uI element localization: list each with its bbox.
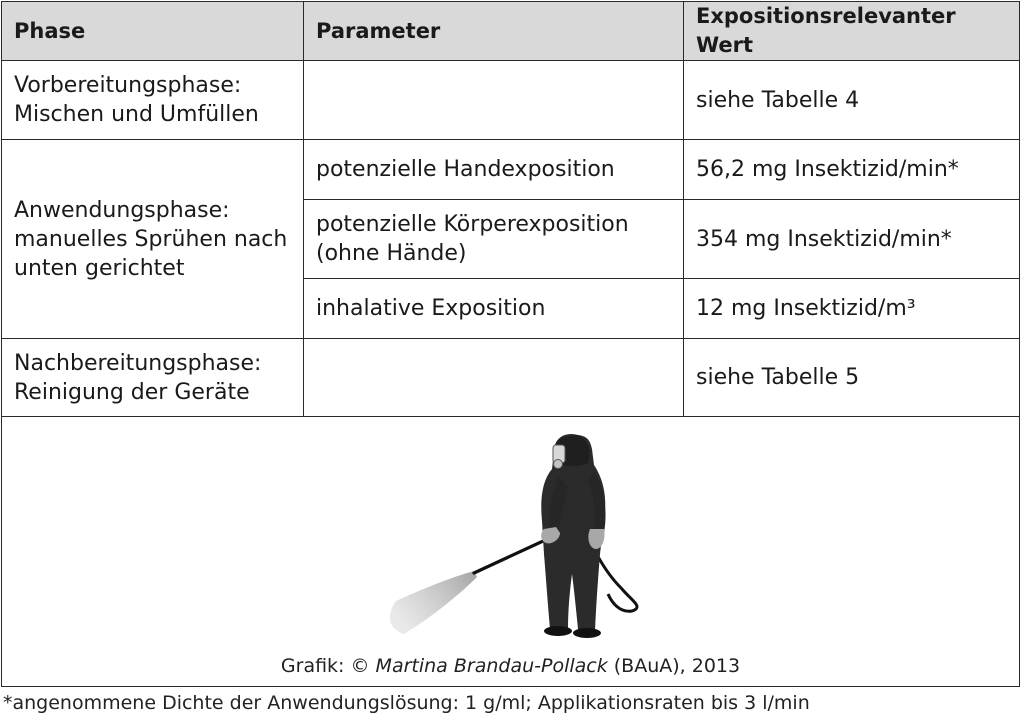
respirator-filter [554,460,563,469]
table-row-post [2,339,1020,417]
credit-author: Martina Brandau-Pollack [375,655,608,677]
parameter-cell-post [304,339,684,417]
spray-lance [474,536,554,573]
parameter-cell-body [304,200,684,279]
left-boot [544,626,572,636]
phase-application-line3: unten gerichtet [14,255,185,281]
value-cell-prep: siehe Tabelle 4 [684,61,1020,140]
figure-panel [1,417,1020,687]
phase-post-line1: Nachbereitungsphase: [14,350,262,376]
figure-credit [2,655,1019,677]
phase-cell-application [2,140,304,339]
phase-application-line1: Anwendungsphase: [14,197,230,223]
header-phase: Phase [2,2,304,61]
value-cell-post: siehe Tabelle 5 [684,339,1020,417]
table-row-prep [2,61,1020,140]
spray-mist [390,571,477,634]
parameter-cell-hand: potenzielle Handexposition [304,140,684,200]
exposure-table [1,1,1020,417]
credit-prefix: Grafik: © [280,655,376,677]
header-value: Expositionsrelevanter Wert [684,2,1020,61]
sprayer-illustration [382,429,652,654]
parameter-body-line1: potenzielle Körperexposition [316,212,629,237]
phase-post-line2: Reinigung der Geräte [14,379,250,405]
header-parameter: Parameter [304,2,684,61]
parameter-cell-inhalation: inhalative Exposition [304,279,684,339]
table-row-hand-exposure [2,140,1020,200]
spray-hose [594,549,637,611]
footnote: *angenommene Dichte der Anwendungslösung: 1 g/ml; Applikationsraten bis 3 l/min [3,692,810,714]
parameter-cell-prep [304,61,684,140]
phase-cell-post [2,339,304,417]
value-cell-hand: 56,2 mg Insektizid/min* [684,140,1020,200]
phase-prep-line1: Vorbereitungsphase: [14,73,242,98]
table-header-row [2,2,1020,61]
parameter-body-line2: (ohne Hände) [316,241,467,266]
credit-suffix: (BAuA), 2013 [607,655,741,677]
phase-prep-line2: Mischen und Umfüllen [14,102,259,127]
phase-application-line2: manuelles Sprühen nach [14,226,288,252]
phase-cell-prep [2,61,304,140]
value-cell-body: 354 mg Insektizid/min* [684,200,1020,279]
value-cell-inhalation: 12 mg Insektizid/m³ [684,279,1020,339]
right-boot [573,628,601,638]
